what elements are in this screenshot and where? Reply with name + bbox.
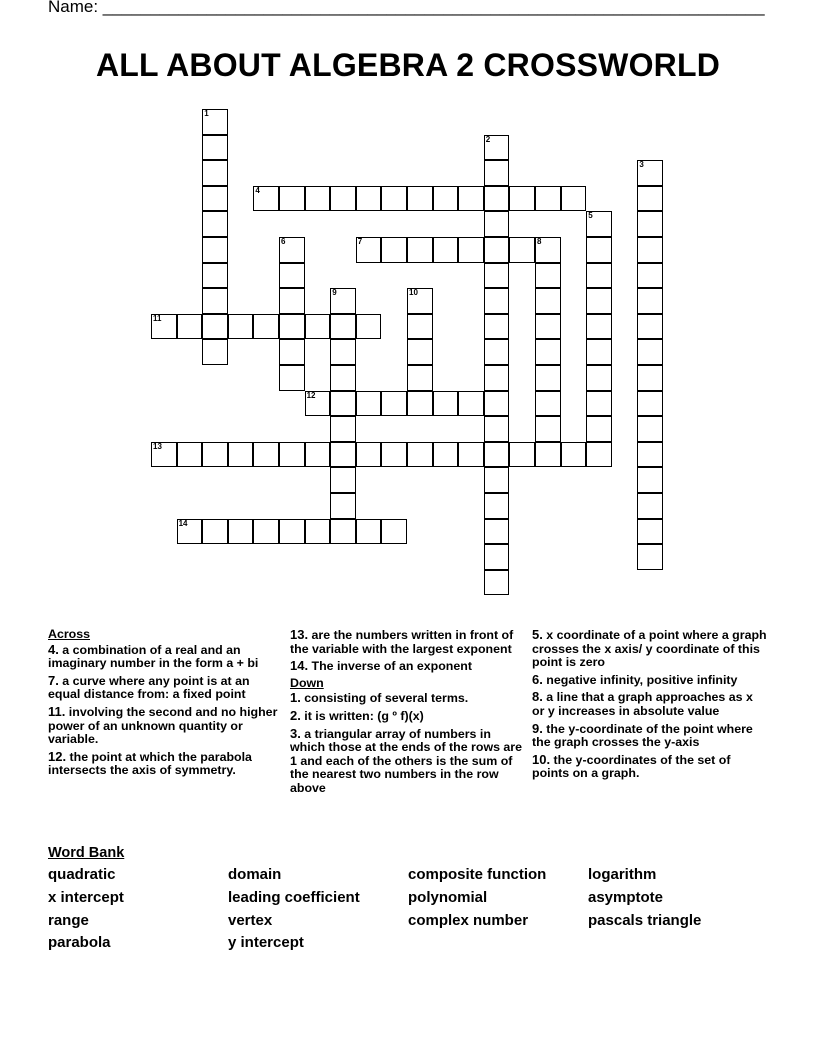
grid-cell[interactable] (381, 519, 407, 545)
grid-cell[interactable] (484, 135, 510, 161)
word-bank-item: pascals triangle (588, 912, 702, 929)
grid-cell[interactable] (202, 519, 228, 545)
grid-cell[interactable] (407, 391, 433, 417)
grid-cell[interactable] (586, 391, 612, 417)
grid-cell[interactable] (407, 186, 433, 212)
grid-cell[interactable] (151, 314, 177, 340)
grid-cell[interactable] (637, 365, 663, 391)
grid-cell[interactable] (535, 314, 561, 340)
grid-cell[interactable] (484, 519, 510, 545)
grid-cell[interactable] (433, 442, 459, 468)
grid-cell[interactable] (484, 442, 510, 468)
grid-cell[interactable] (484, 493, 510, 519)
grid-cell[interactable] (330, 288, 356, 314)
name-field[interactable]: Name: ______________________________________________________________________ (48, 0, 765, 16)
grid-cell[interactable] (330, 314, 356, 340)
grid-cell[interactable] (535, 416, 561, 442)
grid-cell[interactable] (407, 442, 433, 468)
grid-cell[interactable] (484, 416, 510, 442)
word-bank-item: x intercept (48, 889, 124, 906)
clues-column-2 (290, 628, 524, 799)
grid-cell[interactable] (177, 519, 203, 545)
grid-cell-number: 1 (204, 109, 209, 118)
grid-cell-number: 11 (153, 313, 162, 323)
grid-cell[interactable] (458, 237, 484, 263)
clue-down-5: 5. x coordinate of a point where a graph crosses the x axis/ y coordinate of this point is zero (532, 627, 767, 670)
word-bank-item: quadratic (48, 866, 116, 883)
grid-cell[interactable] (305, 519, 331, 545)
grid-cell-number: 14 (178, 518, 188, 528)
grid-cell[interactable] (637, 186, 663, 212)
word-bank-item: leading coefficient (228, 889, 360, 906)
grid-cell[interactable] (279, 237, 305, 263)
grid-cell[interactable] (202, 109, 228, 135)
grid-cell[interactable] (407, 365, 433, 391)
grid-cell[interactable] (484, 365, 510, 391)
word-bank-item: y intercept (228, 934, 304, 951)
grid-cell[interactable] (535, 288, 561, 314)
grid-cell[interactable] (356, 237, 382, 263)
grid-cell[interactable] (637, 211, 663, 237)
word-bank-item: complex number (408, 912, 529, 929)
grid-cell[interactable] (586, 416, 612, 442)
grid-cell[interactable] (202, 288, 228, 314)
grid-cell[interactable] (407, 314, 433, 340)
grid-cell[interactable] (637, 467, 663, 493)
grid-cell[interactable] (637, 314, 663, 340)
grid-cell[interactable] (177, 314, 203, 340)
grid-cell[interactable] (509, 237, 535, 263)
grid-cell[interactable] (407, 288, 433, 314)
grid-cell[interactable] (356, 391, 382, 417)
word-bank-item: composite function (408, 866, 547, 883)
clue-across-7: 7. a curve where any point is at an equal distance from: a fixed point (48, 672, 250, 702)
grid-cell[interactable] (253, 314, 279, 340)
grid-cell[interactable] (535, 442, 561, 468)
grid-cell[interactable] (381, 442, 407, 468)
grid-cell[interactable] (330, 365, 356, 391)
grid-cell[interactable] (177, 442, 203, 468)
grid-cell[interactable] (279, 519, 305, 545)
grid-cell[interactable] (279, 365, 305, 391)
page-title: ALL ABOUT ALGEBRA 2 CROSSWORLD (95, 47, 721, 83)
grid-cell[interactable] (202, 339, 228, 365)
grid-cell[interactable] (279, 186, 305, 212)
grid-cell[interactable] (202, 186, 228, 212)
grid-cell[interactable] (202, 314, 228, 340)
clue-across-14: 14. The inverse of an exponent (290, 658, 472, 674)
grid-cell[interactable] (484, 263, 510, 289)
grid-cell[interactable] (253, 186, 279, 212)
grid-cell[interactable] (202, 211, 228, 237)
grid-cell[interactable] (586, 263, 612, 289)
grid-cell[interactable] (535, 186, 561, 212)
grid-cell-number: 5 (588, 211, 593, 221)
grid-cell[interactable] (637, 263, 663, 289)
grid-cell[interactable] (458, 391, 484, 417)
grid-cell[interactable] (637, 237, 663, 263)
grid-cell[interactable] (330, 493, 356, 519)
grid-cell[interactable] (305, 186, 331, 212)
clue-down-9: 9. the y-coordinate of the point where the graph crosses the y-axis (532, 720, 753, 750)
grid-cell[interactable] (586, 237, 612, 263)
grid-cell[interactable] (202, 237, 228, 263)
grid-cell-number: 13 (153, 441, 162, 451)
grid-cell[interactable] (279, 263, 305, 289)
across-heading: Across (48, 627, 91, 641)
grid-cell[interactable] (586, 211, 612, 237)
grid-cell[interactable] (484, 160, 510, 186)
grid-cell[interactable] (484, 544, 510, 570)
grid-cell[interactable] (535, 263, 561, 289)
grid-cell[interactable] (637, 493, 663, 519)
clues-column-3 (532, 628, 768, 784)
word-bank-item: range (48, 912, 89, 929)
grid-cell[interactable] (637, 339, 663, 365)
grid-cell[interactable] (228, 442, 254, 468)
grid-cell[interactable] (330, 519, 356, 545)
grid-cell[interactable] (637, 288, 663, 314)
grid-cell[interactable] (407, 237, 433, 263)
word-bank-item: logarithm (588, 866, 657, 883)
grid-cell[interactable] (279, 442, 305, 468)
grid-cell[interactable] (484, 288, 510, 314)
grid-cell[interactable] (202, 263, 228, 289)
clue-down-3: 3. a triangular array of numbers in which those at the ends of the rows are 1 and each of the others is the sum of the nearest two numbers in the row above (290, 725, 523, 795)
grid-cell[interactable] (330, 186, 356, 212)
word-bank-heading: Word Bank (48, 845, 125, 861)
grid-cell[interactable] (637, 416, 663, 442)
grid-cell-number: 9 (332, 288, 337, 298)
grid-cell[interactable] (381, 186, 407, 212)
grid-cell[interactable] (433, 186, 459, 212)
grid-cell[interactable] (484, 467, 510, 493)
grid-cell[interactable] (356, 186, 382, 212)
grid-cell[interactable] (279, 288, 305, 314)
grid-cell[interactable] (202, 442, 228, 468)
grid-cell[interactable] (637, 160, 663, 186)
grid-cell-number: 3 (639, 160, 644, 170)
grid-cell[interactable] (484, 391, 510, 417)
grid-cell-number: 7 (357, 237, 363, 246)
grid-cell[interactable] (279, 339, 305, 365)
clue-down-6: 6. negative infinity, positive infinity (532, 671, 738, 687)
grid-cell[interactable] (484, 186, 510, 212)
grid-cell[interactable] (381, 237, 407, 263)
grid-cell[interactable] (305, 442, 331, 468)
word-bank-item: polynomial (408, 889, 488, 906)
grid-cell[interactable] (330, 416, 356, 442)
grid-cell-number: 8 (537, 237, 542, 246)
down-heading: Down (290, 675, 324, 690)
grid-cell[interactable] (586, 339, 612, 365)
word-bank-item: asymptote (588, 889, 664, 906)
grid-cell[interactable] (637, 544, 663, 570)
grid-cell-number: 6 (281, 237, 286, 246)
grid-cell[interactable] (305, 391, 331, 417)
grid-cell[interactable] (637, 442, 663, 468)
grid-cell[interactable] (253, 519, 279, 545)
clues-column-1 (48, 628, 278, 781)
grid-cell[interactable] (305, 314, 331, 340)
grid-cell[interactable] (535, 339, 561, 365)
grid-cell[interactable] (535, 237, 561, 263)
grid-cell[interactable] (586, 288, 612, 314)
word-bank-item: parabola (48, 934, 111, 951)
grid-cell[interactable] (535, 391, 561, 417)
clue-down-8: 8. a line that a graph approaches as x or y increases in absolute value (532, 689, 753, 718)
clue-across-12: 12. the point at which the parabola intersects the axis of symmetry. (48, 748, 252, 778)
grid-cell[interactable] (484, 339, 510, 365)
grid-cell[interactable] (202, 160, 228, 186)
grid-cell[interactable] (407, 339, 433, 365)
grid-cell[interactable] (637, 519, 663, 545)
grid-cell[interactable] (433, 237, 459, 263)
grid-cell[interactable] (356, 519, 382, 545)
grid-cell[interactable] (535, 365, 561, 391)
grid-cell[interactable] (458, 442, 484, 468)
grid-cell[interactable] (458, 186, 484, 212)
clue-down-10: 10. the y-coordinates of the set of points on a graph. (532, 751, 731, 781)
grid-cell[interactable] (356, 442, 382, 468)
grid-cell[interactable] (484, 237, 510, 263)
grid-cell-number: 10 (409, 288, 418, 298)
grid-cell[interactable] (561, 186, 587, 212)
grid-cell[interactable] (330, 442, 356, 468)
grid-cell[interactable] (586, 365, 612, 391)
grid-cell[interactable] (330, 467, 356, 493)
clue-across-13: 13. are the numbers written in front of the variable with the largest exponent (290, 627, 514, 656)
word-bank-item: domain (228, 866, 282, 883)
grid-cell-number: 4 (255, 185, 260, 195)
grid-cell[interactable] (586, 314, 612, 340)
grid-cell-number: 2 (485, 134, 491, 144)
grid-cell[interactable] (561, 442, 587, 468)
grid-cell[interactable] (433, 391, 459, 417)
grid-cell[interactable] (330, 339, 356, 365)
grid-cell[interactable] (586, 442, 612, 468)
grid-cell[interactable] (202, 135, 228, 161)
grid-cell[interactable] (356, 314, 382, 340)
word-bank-item: vertex (228, 912, 273, 929)
grid-cell[interactable] (381, 391, 407, 417)
grid-cell[interactable] (228, 519, 254, 545)
clue-down-2: 2. it is written: (g º f)(x) (290, 707, 424, 723)
grid-cell[interactable] (484, 570, 510, 596)
grid-cell[interactable] (509, 442, 535, 468)
grid-cell[interactable] (151, 442, 177, 468)
clue-across-4: 4. a combination of a real and an imaginary number in the form a + bi (48, 641, 259, 671)
clue-down-1: 1. consisting of several terms. (290, 690, 469, 706)
grid-cell[interactable] (484, 314, 510, 340)
grid-cell[interactable] (279, 314, 305, 340)
grid-cell-number: 12 (306, 390, 316, 400)
grid-cell[interactable] (228, 314, 254, 340)
grid-cell[interactable] (330, 391, 356, 417)
clue-across-11: 11. involving the second and no higher power of an unknown quantity or variable. (48, 703, 278, 747)
grid-cell[interactable] (253, 442, 279, 468)
grid-cell[interactable] (484, 211, 510, 237)
grid-cell[interactable] (509, 186, 535, 212)
grid-cell[interactable] (637, 391, 663, 417)
